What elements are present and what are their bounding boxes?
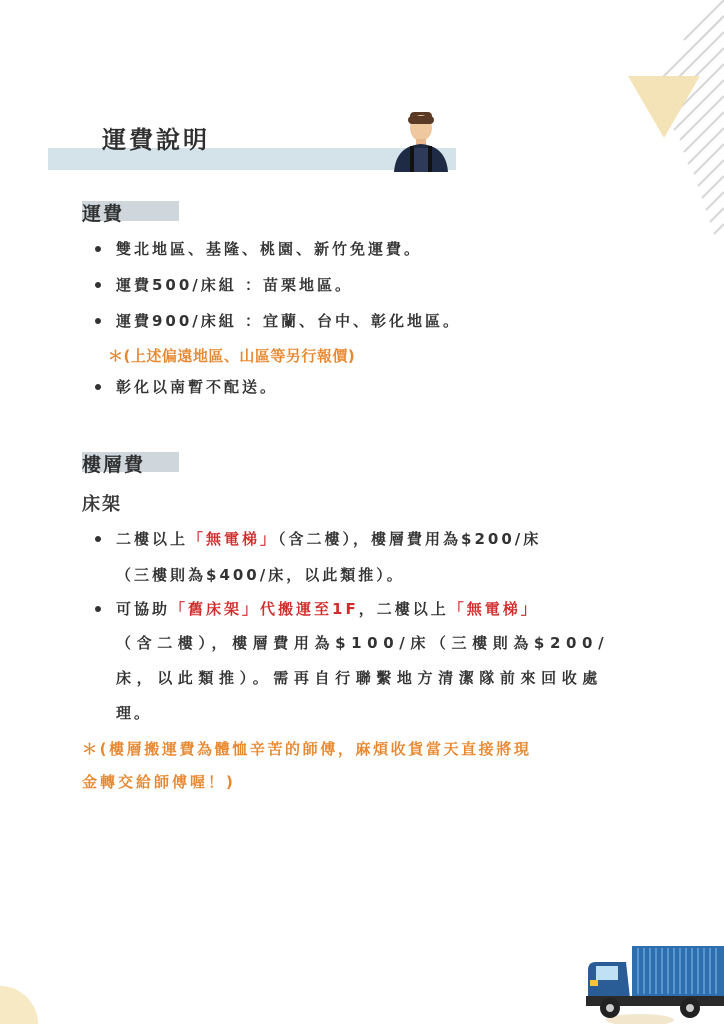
item-text: 二樓以上 bbox=[116, 530, 189, 548]
no-elevator-highlight: 「無電梯」 bbox=[188, 530, 279, 548]
list-item: 彰化以南暫不配送。 bbox=[116, 378, 279, 396]
delivery-truck-illustration bbox=[580, 940, 724, 1024]
list-item-continuation: （含二樓），樓層費用為$100/床（三樓則為$200/ bbox=[116, 634, 610, 652]
list-item bbox=[116, 598, 539, 619]
shipping-note: ＊(上述偏遠地區、山區等另行報價) bbox=[108, 347, 356, 365]
item-text: （含二樓），樓層費用為$200/床 bbox=[278, 530, 542, 548]
floor-heading-text: 樓層費 bbox=[82, 454, 146, 476]
list-item bbox=[116, 528, 541, 549]
list-item: 雙北地區、基隆、桃園、新竹免運費。 bbox=[116, 240, 423, 258]
no-elevator-highlight: 「無電梯」 bbox=[448, 600, 539, 618]
list-item-continuation: （三樓則為$400/床，以此類推）。 bbox=[116, 566, 405, 584]
item-text: 可協助 bbox=[116, 600, 171, 618]
delivery-man-illustration bbox=[390, 112, 450, 172]
list-item-continuation: 理。 bbox=[116, 704, 153, 722]
bed-frame-subheading: 床架 bbox=[82, 494, 122, 515]
list-item: 運費500/床組 ：苗栗地區。 bbox=[116, 276, 354, 294]
shipping-heading bbox=[82, 199, 124, 226]
item-text: ，二樓以上 bbox=[358, 600, 449, 618]
list-item: 運費900/床組 ：宜蘭、台中、彰化地區。 bbox=[116, 312, 462, 330]
floor-note-line: 金轉交給師傅喔！) bbox=[82, 773, 236, 791]
floor-note-line: ＊(樓層搬運費為體恤辛苦的師傅，麻煩收貨當天直接將現 bbox=[82, 740, 532, 758]
triangle-decoration bbox=[628, 76, 700, 138]
floor-heading bbox=[82, 450, 145, 477]
old-bed-frame-highlight: 「舊床架」代搬運至1F bbox=[170, 600, 359, 618]
list-item-continuation: 床，以此類推）。需再自行聯繫地方清潔隊前來回收處 bbox=[116, 669, 603, 687]
page-title: 運費說明 bbox=[102, 126, 210, 154]
circle-decoration bbox=[0, 984, 40, 1024]
shipping-heading-text: 運費 bbox=[82, 203, 125, 225]
